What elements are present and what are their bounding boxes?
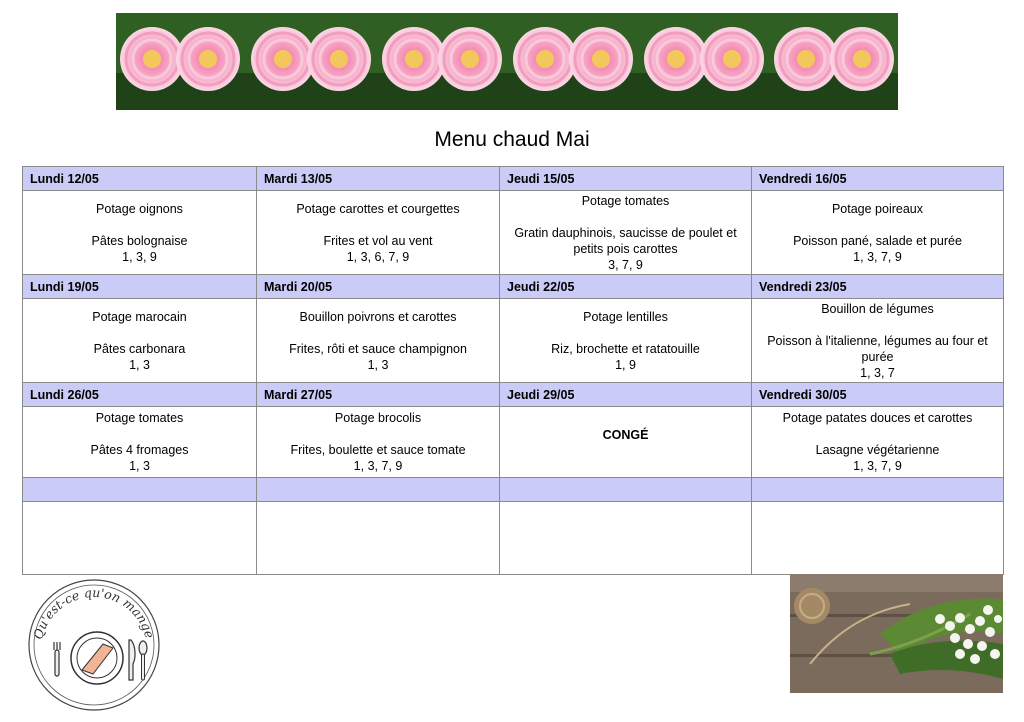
main-dish-text: Pâtes carbonara <box>93 341 186 356</box>
soup-text: Potage brocolis <box>334 411 422 425</box>
day-header-row <box>23 383 1004 407</box>
day-label: Vendredi 16/05 <box>752 167 1004 191</box>
day-label: Lundi 12/05 <box>23 167 257 191</box>
holiday-label: CONGÉ <box>602 428 649 442</box>
main-dish-text: Frites et vol au vent <box>323 233 433 248</box>
main-dish-text: Lasagne végétarienne <box>815 443 940 457</box>
logo-text: Qu'est-ce qu'on mange <box>30 584 158 641</box>
allergens-text: 1, 9 <box>615 357 636 372</box>
day-label: Jeudi 22/05 <box>500 275 752 299</box>
meal-cell <box>752 502 1004 575</box>
day-header-row <box>23 167 1004 191</box>
day-label <box>500 478 752 502</box>
allergens-text: 1, 3, 7, 9 <box>353 459 403 473</box>
day-label: Jeudi 29/05 <box>500 383 752 407</box>
day-label <box>257 478 500 502</box>
meal-row <box>23 502 1004 575</box>
meal-cell <box>257 407 500 478</box>
soup-text: Potage carottes et courgettes <box>296 201 460 216</box>
day-label <box>752 478 1004 502</box>
allergens-text: 3, 7, 9 <box>608 257 643 272</box>
main-dish-text: Pâtes 4 fromages <box>90 443 189 457</box>
day-label: Lundi 19/05 <box>23 275 257 299</box>
soup-text: Potage tomates <box>581 193 670 208</box>
meal-cell <box>23 299 257 383</box>
allergens-text: 1, 3, 7, 9 <box>853 459 902 473</box>
day-label: Vendredi 30/05 <box>752 383 1004 407</box>
main-dish-text: Pâtes bolognaise <box>91 233 188 248</box>
meal-cell <box>500 502 752 575</box>
main-dish-text: Gratin dauphinois, saucisse de poulet et petits pois carottes <box>514 225 737 256</box>
soup-text: Bouillon poivrons et carottes <box>299 309 457 324</box>
soup-text: Potage poireaux <box>831 201 924 216</box>
page-title: Menu chaud Mai <box>434 128 590 151</box>
soup-text: Potage tomates <box>95 411 184 425</box>
soup-text: Bouillon de légumes <box>821 301 934 316</box>
meal-cell <box>23 502 257 575</box>
meal-row <box>23 191 1004 275</box>
meal-cell <box>500 299 752 383</box>
allergens-text: 1, 3, 6, 7, 9 <box>346 249 410 264</box>
meal-cell <box>500 407 752 478</box>
weekly-menu-table <box>22 166 1004 575</box>
day-label: Jeudi 15/05 <box>500 167 752 191</box>
allergens-text: 1, 3, 7 <box>860 365 895 380</box>
meal-cell <box>257 299 500 383</box>
meal-cell <box>257 191 500 275</box>
main-dish-text: Frites, rôti et sauce champignon <box>289 341 467 356</box>
day-header-row <box>23 275 1004 299</box>
allergens-text: 1, 3 <box>367 357 389 372</box>
soup-text: Potage lentilles <box>583 309 668 324</box>
allergens-text: 1, 3 <box>129 357 150 372</box>
day-label: Mardi 20/05 <box>257 275 500 299</box>
lily-of-the-valley-photo <box>790 574 1003 693</box>
day-label: Mardi 27/05 <box>257 383 500 407</box>
meal-cell <box>752 299 1004 383</box>
meal-cell <box>257 502 500 575</box>
main-dish-text: Poisson pané, salade et purée <box>793 233 962 248</box>
peony-banner <box>116 13 898 110</box>
day-label: Mardi 13/05 <box>257 167 500 191</box>
restaurant-logo <box>27 578 161 712</box>
soup-text: Potage marocain <box>92 309 187 324</box>
meal-cell <box>23 191 257 275</box>
day-label <box>23 478 257 502</box>
allergens-text: 1, 3, 7, 9 <box>853 249 902 264</box>
meal-row <box>23 299 1004 383</box>
meal-cell <box>500 191 752 275</box>
main-dish-text: Poisson à l'italienne, légumes au four et purée <box>767 333 988 364</box>
meal-cell <box>752 191 1004 275</box>
main-dish-text: Riz, brochette et ratatouille <box>551 341 700 356</box>
soup-text: Potage oignons <box>96 201 183 216</box>
meal-cell <box>752 407 1004 478</box>
meal-row <box>23 407 1004 478</box>
day-label: Vendredi 23/05 <box>752 275 1004 299</box>
allergens-text: 1, 3, 9 <box>122 249 157 264</box>
day-header-row <box>23 478 1004 502</box>
meal-cell <box>23 407 257 478</box>
main-dish-text: Frites, boulette et sauce tomate <box>290 443 466 457</box>
day-label: Lundi 26/05 <box>23 383 257 407</box>
soup-text: Potage patates douces et carottes <box>782 411 973 425</box>
allergens-text: 1, 3 <box>129 459 150 473</box>
